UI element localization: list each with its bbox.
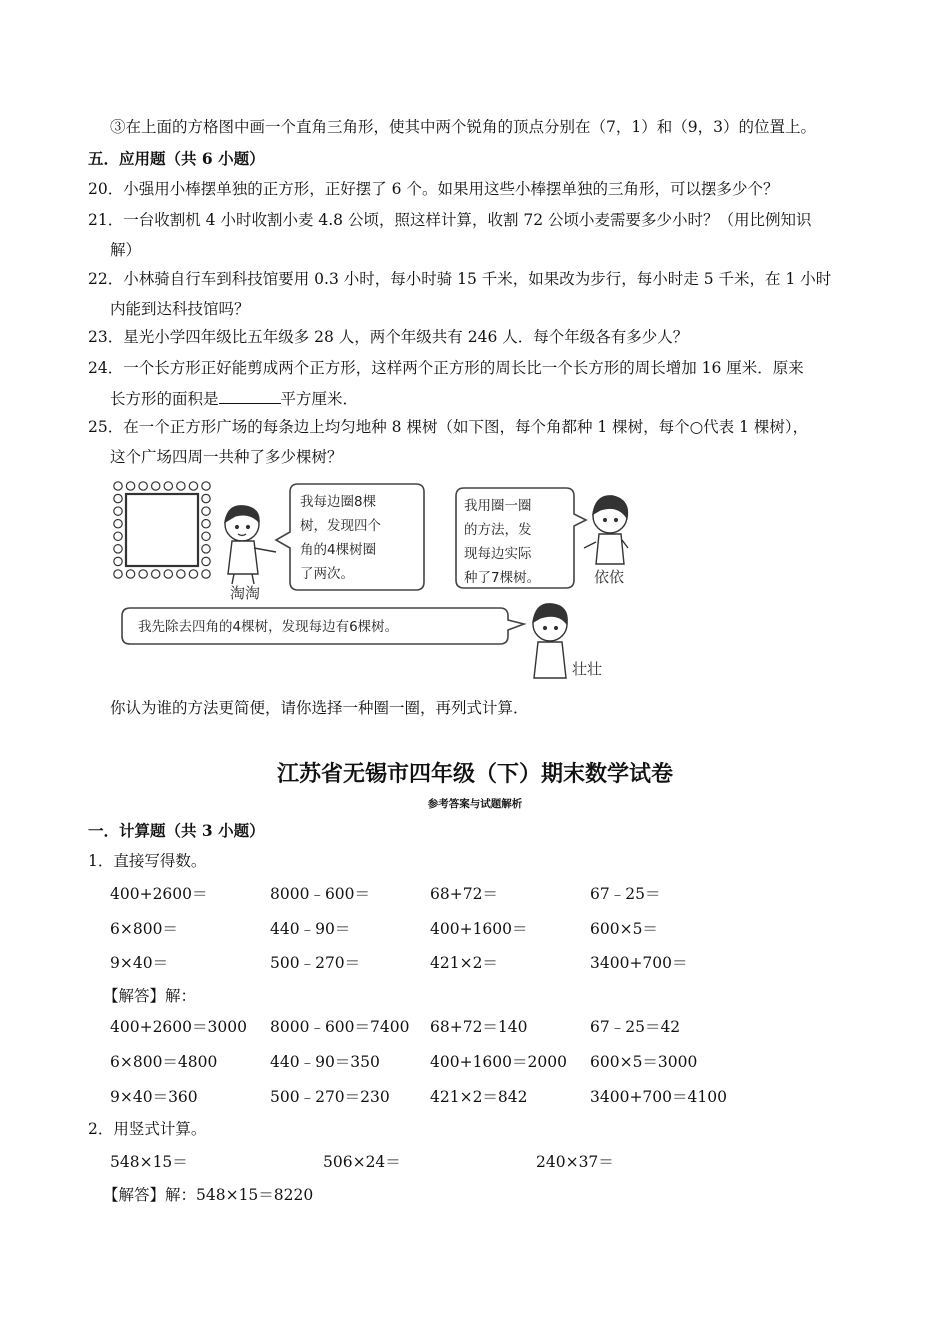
q1-item: 400+1600＝: [430, 920, 528, 938]
question-21-line1: 21．一台收割机 4 小时收割小麦 4.8 公顷，照这样计算，收割 72 公顷小麦需要多少小时？（用比例知识: [88, 211, 812, 229]
question-23: 23．星光小学四年级比五年级多 28 人，两个年级共有 246 人．每个年级各有多少人？: [88, 328, 689, 346]
answer-section-subtitle: 参考答案与试题解析: [427, 798, 523, 810]
section-1-heading: 一．计算题（共 3 小题）: [88, 821, 265, 840]
answer-blank: [219, 387, 281, 404]
tree-circle: [202, 482, 210, 490]
question-19-part3: ③在上面的方格图中画一个直角三角形，使其中两个锐角的顶点分别在（7，1）和（9，3）的位置上。: [110, 118, 816, 136]
question-22-line2: 内能到达科技馆吗？: [110, 300, 250, 318]
yiyi-text-4: 种了7棵树。: [464, 570, 541, 586]
question-2: 2．用竖式计算。: [88, 1120, 207, 1138]
tree-circle: [114, 532, 122, 540]
tree-circle: [152, 482, 160, 490]
taotao-character: [225, 506, 276, 584]
tree-circle: [152, 570, 160, 578]
q1-answer: 500﹣270＝230: [270, 1088, 390, 1106]
tree-circle: [189, 570, 197, 578]
question-1: 1．直接写得数。: [88, 852, 207, 870]
q1-item: 421×2＝: [430, 954, 498, 972]
tree-circle: [114, 507, 122, 515]
yiyi-speech-bubble: [456, 488, 586, 588]
q1-item: 500﹣270＝: [270, 954, 361, 972]
yiyi-character: [584, 496, 628, 564]
tree-circle: [114, 545, 122, 553]
yiyi-text-1: 我用圈一圈: [464, 498, 532, 514]
zhuangzhuang-name: 壮壮: [572, 660, 603, 678]
q2-answer: 【解答】解：548×15＝8220: [103, 1186, 314, 1204]
tree-circle: [114, 494, 122, 502]
q1-answer-row-3: [110, 1086, 750, 1108]
tree-circle: [202, 557, 210, 565]
question-25-line2: 这个广场四周一共种了多少棵树？: [110, 448, 343, 466]
q1-answer: 8000﹣600＝7400: [270, 1018, 410, 1036]
zhuangzhuang-text: 我先除去四角的4棵树，发现每边有6棵树。: [138, 619, 399, 635]
tree-circle: [177, 482, 185, 490]
tree-circle: [189, 482, 197, 490]
taotao-speech-bubble: [276, 484, 424, 590]
taotao-text-2: 树，发现四个: [300, 518, 381, 534]
tree-circle: [202, 545, 210, 553]
question-24-text: 长方形的面积是: [110, 390, 219, 408]
q2-item: 548×15＝: [110, 1153, 188, 1171]
zhuangzhuang-speech-bubble: [122, 608, 524, 644]
q1-item: 8000﹣600＝: [270, 885, 371, 903]
q1-item: 9×40＝: [110, 954, 169, 972]
q2-item: 240×37＝: [536, 1153, 614, 1171]
tree-circles: [114, 482, 210, 578]
q1-answer: 400+2600＝3000: [110, 1018, 247, 1036]
tree-circle: [114, 482, 122, 490]
taotao-name: 淘淘: [230, 584, 261, 602]
answer-section-title: 江苏省无锡市四年级（下）期末数学试卷: [276, 761, 673, 787]
yiyi-text-3: 现每边实际: [464, 546, 532, 562]
tree-circle: [202, 494, 210, 502]
question-25-prompt: 你认为谁的方法更简便，请你选择一种圈一圈，再列式计算．: [110, 699, 529, 717]
tree-circle: [202, 570, 210, 578]
question-21-line2: 解）: [110, 241, 142, 259]
q1-answer: 9×40＝360: [110, 1088, 198, 1106]
tree-circle: [126, 482, 134, 490]
zhuangzhuang-character: [533, 604, 567, 678]
tree-circle: [202, 520, 210, 528]
tree-circle: [114, 570, 122, 578]
q1-row-2: [110, 918, 750, 940]
q1-item: 400+2600＝: [110, 885, 208, 903]
q1-row-1: [110, 883, 750, 905]
square-plaza: [114, 482, 210, 578]
tree-circle: [202, 507, 210, 515]
q2-row: [110, 1151, 750, 1173]
tree-circle: [139, 482, 147, 490]
tree-square-figure: [110, 478, 630, 688]
yiyi-text-2: 的方法，发: [464, 522, 532, 538]
yiyi-name: 依依: [594, 568, 625, 586]
taotao-text-1: 我每边圈8棵: [300, 494, 377, 510]
q1-item: 6×800＝: [110, 920, 178, 938]
q1-answer: 600×5＝3000: [590, 1053, 698, 1071]
question-24-line2: [110, 387, 358, 410]
q1-answer-row-1: [110, 1016, 750, 1038]
q1-answer: 421×2＝842: [430, 1088, 528, 1106]
q1-answer: 3400+700＝4100: [590, 1088, 727, 1106]
q1-answer: 6×800＝4800: [110, 1053, 218, 1071]
q1-answer-row-2: [110, 1051, 750, 1073]
q1-row-3: [110, 952, 750, 974]
q2-item: 506×24＝: [323, 1153, 401, 1171]
question-22-line1: 22．小林骑自行车到科技馆要用 0.3 小时，每小时骑 15 千米，如果改为步行，每小时走 5 千米，在 1 小时: [88, 270, 832, 288]
tree-circle: [164, 570, 172, 578]
question-25-line1: 25．在一个正方形广场的每条边上均匀地种 8 棵树（如下图，每个角都种 1 棵树，每个○代表 1 棵树），: [88, 418, 809, 436]
question-24-line1: 24．一个长方形正好能剪成两个正方形，这样两个正方形的周长比一个长方形的周长增加 16 厘米．原来: [88, 359, 804, 377]
q1-item: 68+72＝: [430, 885, 498, 903]
question-24-unit: 平方厘米．: [280, 390, 359, 408]
tree-circle: [126, 570, 134, 578]
taotao-text-3: 角的4棵树圈: [300, 542, 377, 558]
q1-item: 600×5＝: [590, 920, 658, 938]
tree-circle: [177, 570, 185, 578]
tree-circle: [114, 557, 122, 565]
tree-circle: [114, 520, 122, 528]
tree-circle: [202, 532, 210, 540]
tree-circle: [139, 570, 147, 578]
question-20: 20．小强用小棒摆单独的正方形，正好摆了 6 个。如果用这些小棒摆单独的三角形，可以摆多少个？: [88, 180, 779, 198]
section-5-heading: 五．应用题（共 6 小题）: [88, 149, 265, 168]
q1-answer: 440﹣90＝350: [270, 1053, 380, 1071]
q1-item: 67﹣25＝: [590, 885, 661, 903]
q1-answer: 400+1600＝2000: [430, 1053, 567, 1071]
q1-answer-label: 【解答】解：: [103, 987, 197, 1005]
q1-answer: 67﹣25＝42: [590, 1018, 681, 1036]
q1-answer: 68+72＝140: [430, 1018, 528, 1036]
tree-circle: [164, 482, 172, 490]
q1-item: 440﹣90＝: [270, 920, 351, 938]
taotao-text-4: 了两次。: [300, 566, 354, 582]
q1-item: 3400+700＝: [590, 954, 688, 972]
